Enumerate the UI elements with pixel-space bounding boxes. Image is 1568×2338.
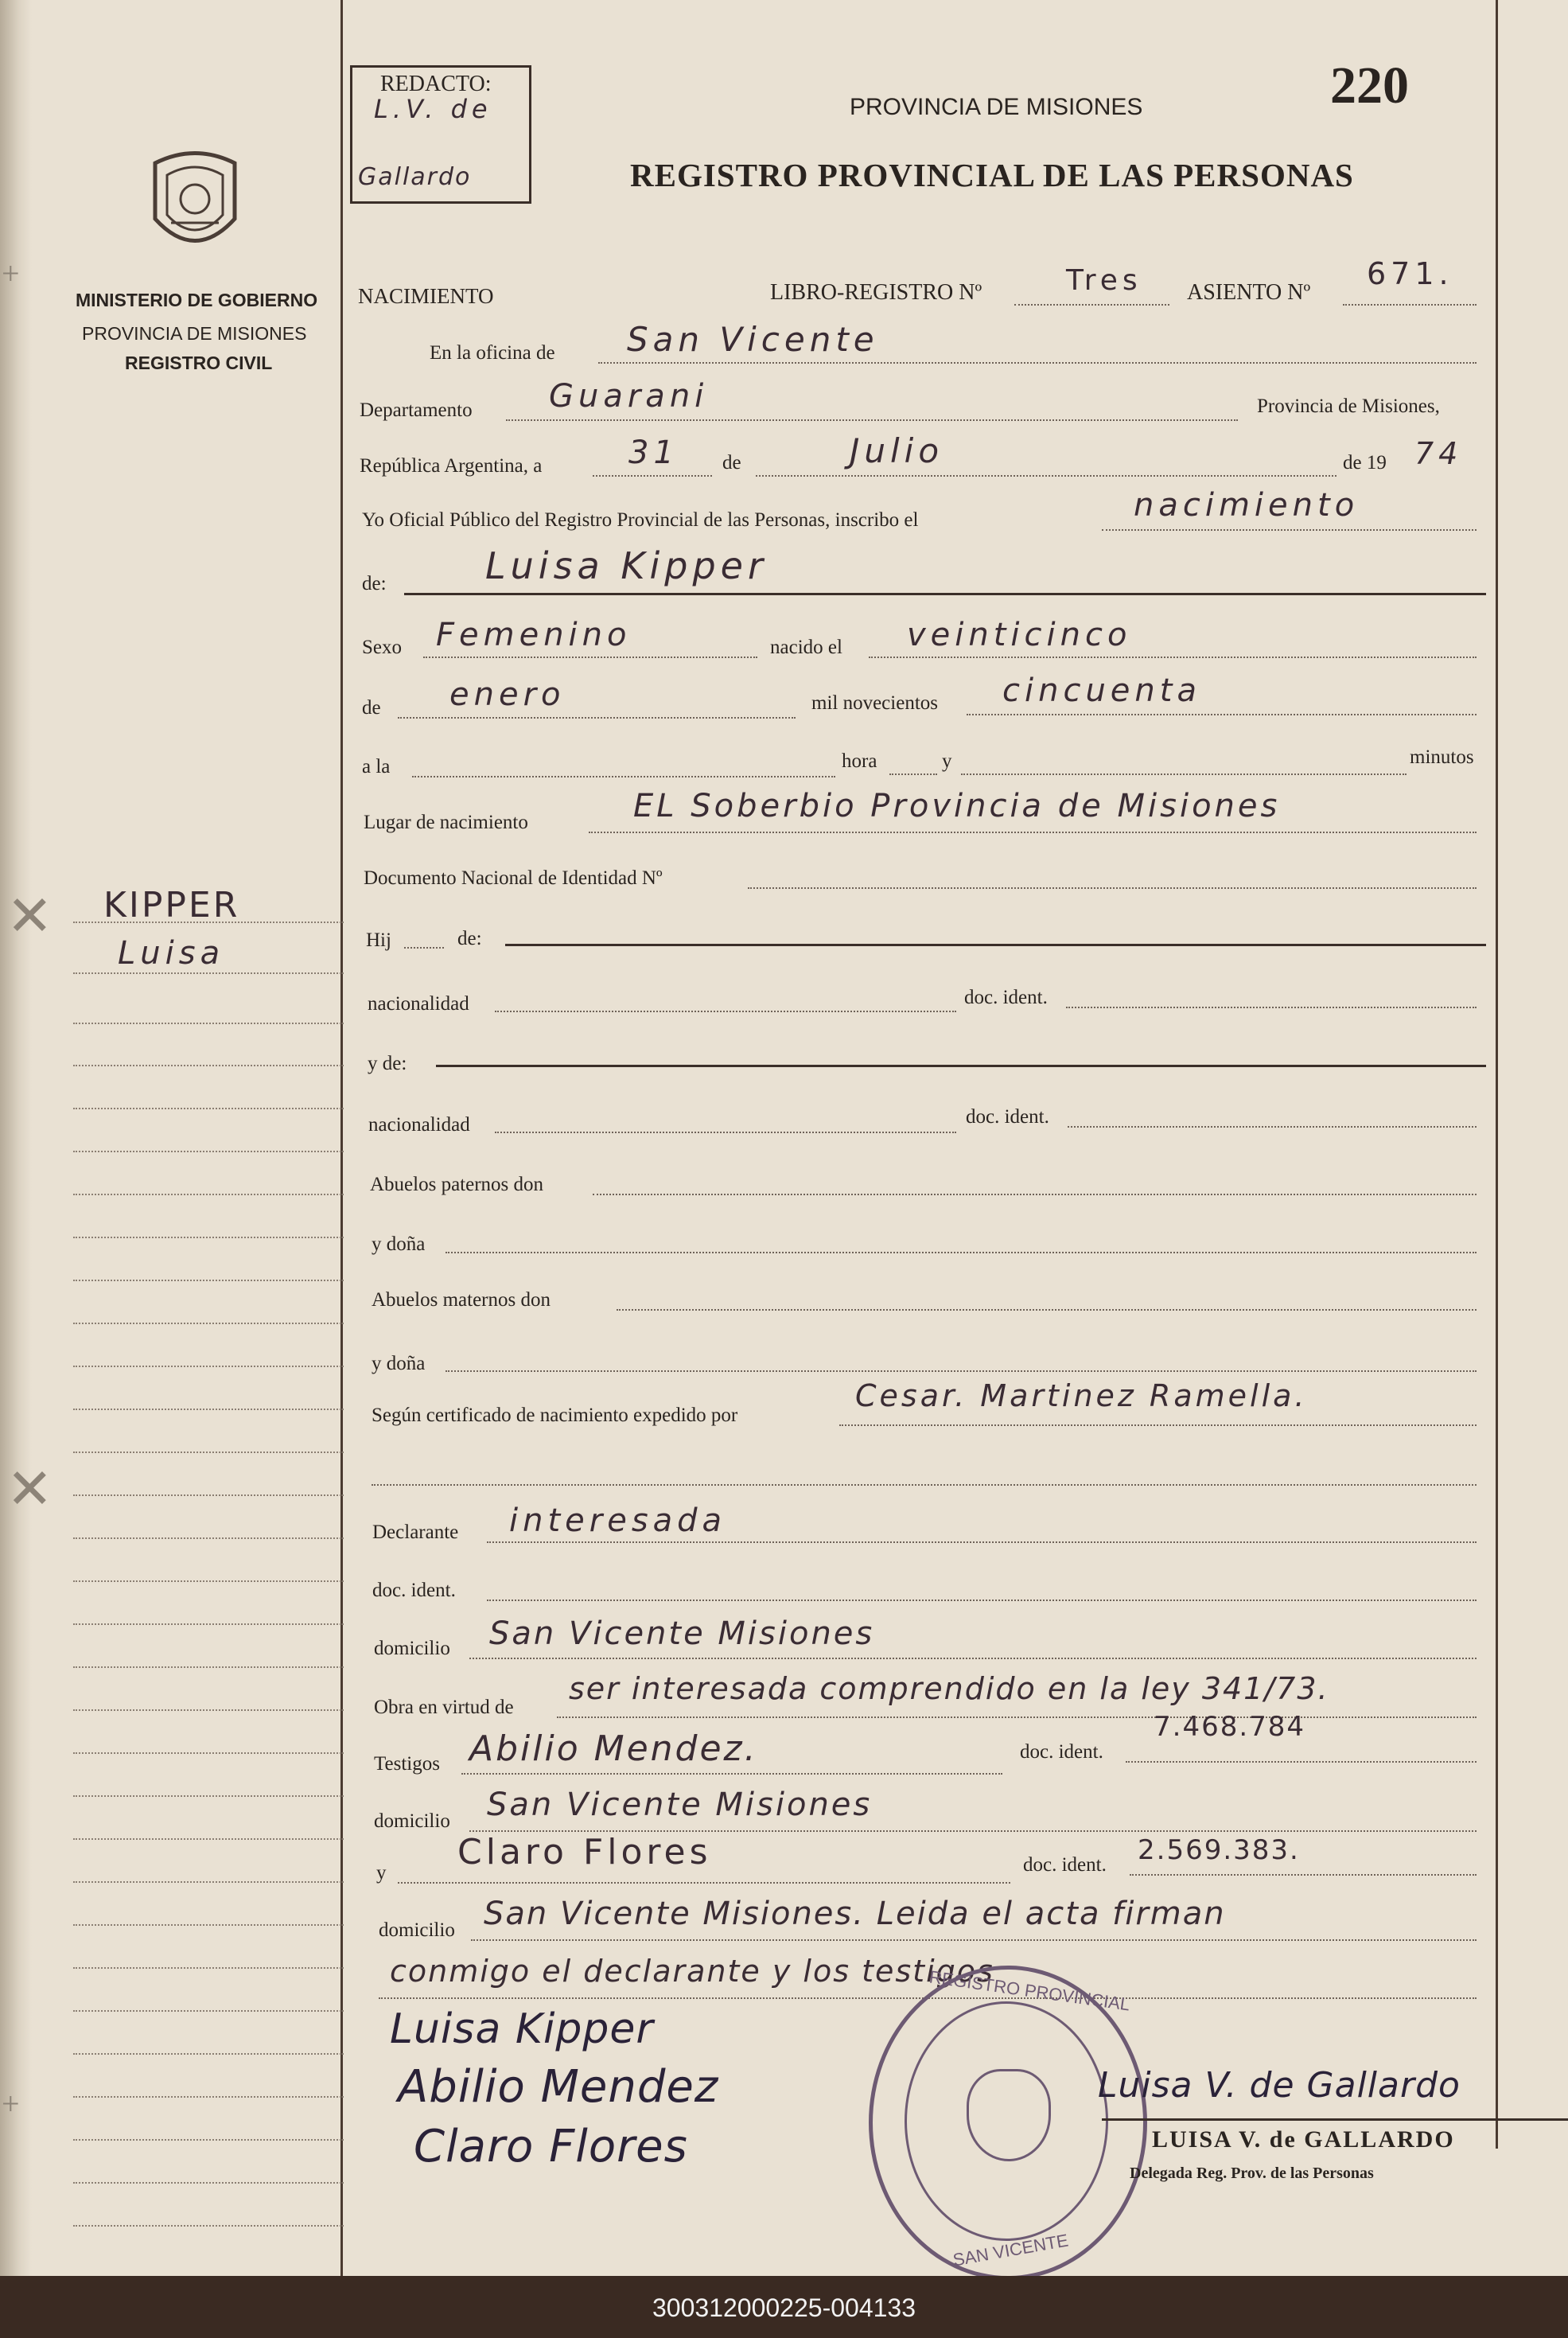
lugar-line	[589, 832, 1477, 833]
mes-value: Julio	[850, 431, 944, 470]
domicilio3-label: domicilio	[379, 1919, 455, 1941]
signature-abilio-mendez: Abilio Mendez	[398, 2061, 719, 2113]
domicilio2-value: San Vicente Misiones	[487, 1787, 873, 1823]
doc-ident3-line	[487, 1600, 1477, 1601]
hij-de-label: de:	[457, 928, 482, 949]
redacto-handwritten-2: Gallardo	[358, 163, 472, 191]
anio-nac-line	[967, 714, 1477, 715]
oficina-value: San Vicente	[627, 320, 879, 359]
abuelos-paternos-line	[593, 1194, 1477, 1195]
stamp-text-bottom: SAN VICENTE	[951, 2230, 1070, 2270]
margin-line	[73, 1194, 344, 1195]
margin-line	[73, 1537, 344, 1539]
hij-label: Hij	[366, 929, 391, 951]
y-dona2-label: y doña	[372, 1353, 426, 1374]
doc-ident5-line	[1130, 1874, 1477, 1876]
margin-line	[73, 1580, 344, 1582]
testigo1-value: Abilio Mendez.	[469, 1728, 758, 1769]
hora2-line	[889, 773, 937, 775]
doc-ident4-line	[1126, 1761, 1477, 1763]
obra-line	[557, 1716, 1477, 1718]
libro-label: LIBRO-REGISTRO Nº	[770, 280, 982, 305]
margin-line	[73, 922, 344, 923]
yo-oficial-label: Yo Oficial Público del Registro Provincial de las Personas, inscribo el	[362, 509, 919, 531]
stitch-mark: ✕	[6, 1459, 53, 1521]
margin-name: Luisa	[118, 935, 225, 972]
doc-ident-label: doc. ident.	[964, 987, 1048, 1008]
minutos-line	[961, 773, 1407, 775]
margin-line	[73, 1666, 344, 1668]
signature-official: Luisa V. de Gallardo	[1098, 2065, 1461, 2106]
signature-claro-flores: Claro Flores	[414, 2121, 688, 2172]
margin-line	[73, 1494, 344, 1496]
testigo1-doc: 7.468.784	[1154, 1711, 1306, 1743]
asiento-value: 671.	[1367, 256, 1453, 291]
doc-ident2-line	[1068, 1126, 1477, 1128]
margin-line	[73, 1108, 344, 1109]
margin-line	[73, 1838, 344, 1840]
mes-nac-line	[398, 717, 796, 719]
de3-label: de	[362, 697, 381, 719]
domicilio-value: San Vicente Misiones	[489, 1615, 875, 1652]
declarante-value: interesada	[509, 1502, 727, 1539]
yo-oficial-line	[1102, 529, 1477, 531]
margin-line	[73, 1237, 344, 1238]
oficina-label: En la oficina de	[430, 342, 555, 364]
nombre-value: Luisa Kipper	[485, 544, 768, 587]
hora-label: hora	[842, 750, 877, 772]
domicilio-line	[469, 1658, 1477, 1659]
redacto-handwritten: L.V. de	[374, 94, 492, 124]
margin-line	[73, 2010, 344, 2012]
signature-luisa-kipper: Luisa Kipper	[390, 2005, 654, 2053]
redacto-label: REDACTO:	[380, 72, 492, 96]
declarante-label: Declarante	[372, 1522, 459, 1543]
domicilio3-value: San Vicente Misiones. Leida el acta firman	[484, 1896, 1226, 1932]
margin-line	[73, 1752, 344, 1754]
testigo2-line	[398, 1882, 1010, 1884]
abuelos-maternos-line	[617, 1309, 1477, 1311]
footer-bar	[0, 2276, 1568, 2338]
provincia-label: Provincia de Misiones,	[1257, 396, 1440, 417]
nacionalidad2-line	[495, 1132, 956, 1133]
mes-nac-value: enero	[449, 676, 566, 713]
testigo2-doc: 2.569.383.	[1138, 1834, 1300, 1866]
ministry-line2: PROVINCIA DE MISIONES	[82, 323, 307, 344]
lugar-value: EL Soberbio Provincia de Misiones	[633, 788, 1281, 824]
nombre-line	[404, 593, 1486, 595]
segun-label: Según certificado de nacimiento expedido por	[372, 1405, 738, 1426]
margin-line	[73, 1709, 344, 1711]
libro-line	[1014, 304, 1169, 306]
nacimiento-label: NACIMIENTO	[358, 284, 494, 308]
conmigo-value: conmigo el declarante y los testigos	[390, 1954, 994, 1989]
segun-value: Cesar. Martinez Ramella.	[855, 1378, 1308, 1413]
testigo2-value: Claro Flores	[457, 1832, 712, 1872]
republica-label: República Argentina, a	[360, 455, 543, 477]
declarante-line	[487, 1541, 1477, 1543]
margin-line	[73, 1924, 344, 1926]
nacionalidad-label: nacionalidad	[368, 993, 469, 1015]
stitch-mark: +	[2, 2086, 20, 2122]
margin-line	[73, 972, 344, 974]
madre-line	[436, 1065, 1486, 1067]
departamento-value: Guarani	[549, 378, 709, 415]
margin-line	[73, 1967, 344, 1969]
nacido-value: veinticinco	[907, 617, 1132, 653]
obra-value: ser interesada comprendido en la ley 341/73.	[569, 1671, 1329, 1706]
margin-line	[73, 2182, 344, 2184]
margin-line	[73, 2139, 344, 2141]
dni-line	[748, 887, 1477, 889]
y-dona2-line	[445, 1370, 1477, 1372]
dni-label: Documento Nacional de Identidad Nº	[364, 867, 663, 889]
ministry-line3: REGISTRO CIVIL	[125, 353, 273, 373]
margin-line	[73, 1280, 344, 1281]
domicilio-label: domicilio	[374, 1638, 450, 1659]
anio-label: de 19	[1343, 452, 1387, 473]
margin-line	[73, 2225, 344, 2227]
domicilio3-line	[471, 1939, 1477, 1941]
dia-value: 31	[628, 434, 679, 471]
mes-line	[756, 475, 1336, 477]
yo-oficial-value: nacimiento	[1134, 487, 1360, 524]
obra-label: Obra en virtud de	[374, 1697, 514, 1718]
sexo-label: Sexo	[362, 637, 402, 658]
registry-round-stamp	[869, 1966, 1147, 2276]
margin-line	[73, 2053, 344, 2055]
official-stamp-title: Delegada Reg. Prov. de las Personas	[1130, 2165, 1374, 2182]
doc-ident-line	[1066, 1007, 1477, 1008]
y-dona-line	[445, 1252, 1477, 1253]
y2-label: y	[376, 1862, 387, 1884]
margin-rule	[340, 0, 343, 2276]
page-binding	[0, 0, 32, 2276]
margin-line	[73, 1151, 344, 1152]
right-rule	[1496, 0, 1498, 2149]
nacido-line	[869, 657, 1477, 658]
ala-label: a la	[362, 756, 391, 777]
minutos-label: minutos	[1410, 746, 1474, 768]
margin-line	[73, 1623, 344, 1625]
oficina-line	[598, 362, 1477, 364]
margin-line	[73, 1366, 344, 1367]
domicilio2-label: domicilio	[374, 1810, 450, 1832]
mil-label: mil novecientos	[811, 692, 938, 714]
departamento-label: Departamento	[360, 399, 473, 421]
dia-line	[593, 475, 712, 477]
page-number: 220	[1330, 57, 1409, 115]
stamp-text-top: REGISTRO PROVINCIAL	[928, 1966, 1131, 2015]
testigo1-line	[461, 1773, 1002, 1775]
margin-line	[73, 1323, 344, 1324]
margin-line	[73, 1452, 344, 1453]
doc-ident3-label: doc. ident.	[372, 1580, 456, 1601]
margin-line	[73, 1795, 344, 1797]
y-de-label: y de:	[368, 1053, 407, 1074]
anio-nac-value: cincuenta	[1002, 672, 1201, 709]
margin-line	[73, 1881, 344, 1883]
margin-surname: KIPPER	[103, 885, 240, 925]
segun-line	[839, 1424, 1477, 1426]
anio-value: 74	[1414, 436, 1463, 471]
segun-line-2	[372, 1484, 1477, 1486]
margin-line	[73, 2096, 344, 2098]
de2-label: de:	[362, 573, 387, 594]
footer-code: 300312000225-004133	[652, 2293, 916, 2322]
lugar-label: Lugar de nacimiento	[364, 812, 528, 833]
official-stamp-rule	[1102, 2118, 1568, 2121]
abuelos-paternos-label: Abuelos paternos don	[370, 1174, 544, 1195]
nacionalidad2-label: nacionalidad	[368, 1114, 470, 1136]
departamento-line	[506, 419, 1238, 421]
de-label: de	[722, 452, 741, 473]
stamp-emblem-icon	[967, 2069, 1051, 2161]
nacionalidad-line	[495, 1011, 956, 1012]
doc-ident4-label: doc. ident.	[1020, 1741, 1103, 1763]
hij-line	[404, 947, 444, 949]
abuelos-maternos-label: Abuelos maternos don	[372, 1289, 551, 1311]
y-label: y	[942, 750, 952, 772]
header-title: REGISTRO PROVINCIAL DE LAS PERSONAS	[630, 157, 1354, 193]
hora-line	[412, 776, 835, 777]
asiento-label: ASIENTO Nº	[1187, 280, 1311, 305]
testigos-label: Testigos	[374, 1753, 440, 1775]
sexo-value: Femenino	[436, 617, 632, 653]
stitch-mark: ✕	[6, 886, 53, 948]
ministry-line1: MINISTERIO DE GOBIERNO	[76, 290, 318, 310]
nacido-label: nacido el	[770, 637, 842, 658]
asiento-line	[1343, 304, 1477, 306]
libro-value: Tres	[1066, 264, 1142, 297]
header-province: PROVINCIA DE MISIONES	[850, 94, 1143, 120]
doc-ident2-label: doc. ident.	[966, 1106, 1049, 1128]
y-dona-label: y doña	[372, 1233, 426, 1255]
margin-line	[73, 1065, 344, 1066]
ministry-seal	[139, 143, 251, 263]
sexo-line	[423, 657, 757, 658]
stitch-mark: +	[2, 255, 20, 291]
official-stamp-name: LUISA V. de GALLARDO	[1152, 2126, 1455, 2153]
doc-ident5-label: doc. ident.	[1023, 1854, 1107, 1876]
margin-line	[73, 1409, 344, 1410]
margin-line	[73, 1023, 344, 1024]
padre-line	[505, 944, 1486, 946]
